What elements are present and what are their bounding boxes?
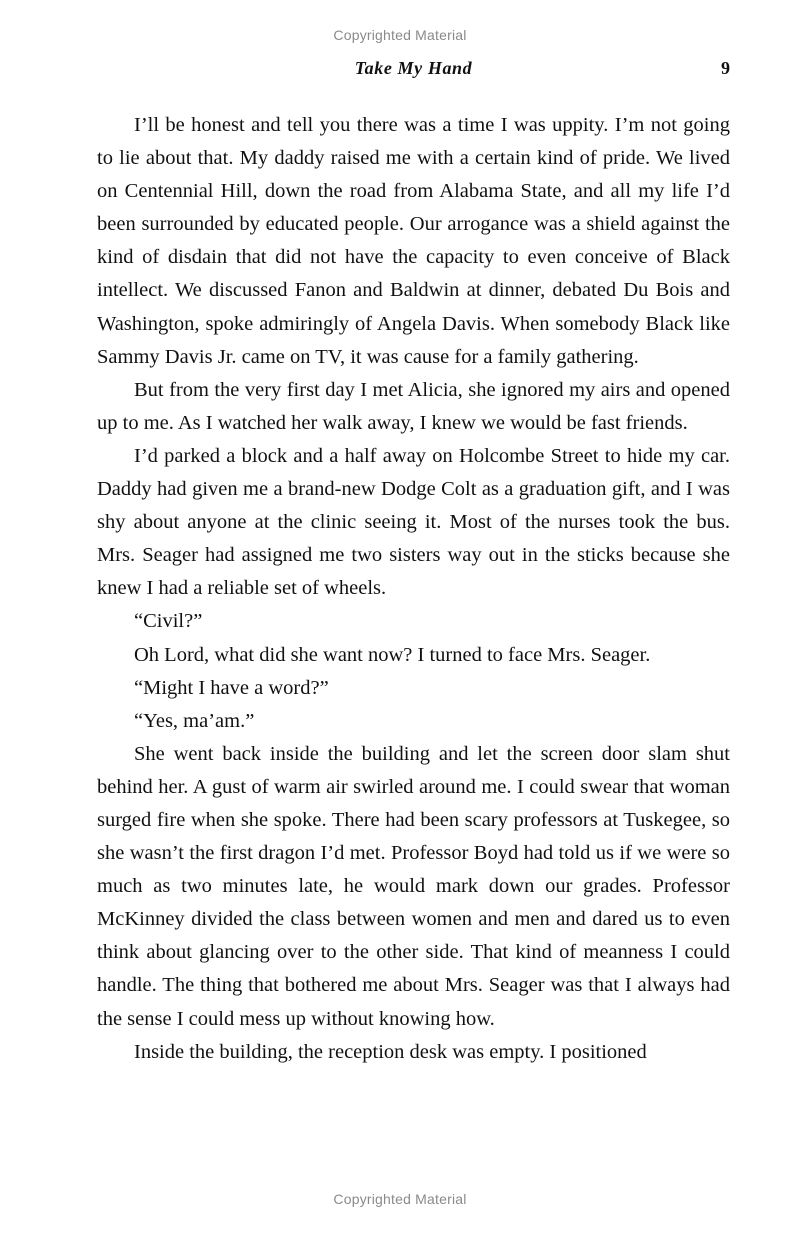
paragraph: “Might I have a word?” — [134, 676, 329, 699]
running-head — [97, 58, 730, 82]
page-number: 9 — [721, 58, 730, 78]
paragraph: Inside the building, the reception desk was empty. I positioned — [134, 1040, 647, 1063]
copyright-watermark-bottom: Copyrighted Material — [333, 1191, 467, 1207]
paragraph: Oh Lord, what did she want now? I turned to face Mrs. Seager. — [134, 643, 651, 666]
paragraph: I’ll be honest and tell you there was a time I was uppity. I’m not going to lie about that. My daddy raised me with a certain kind of pride. We lived on Centennial Hill, down the road from Alabama State, and all my life I’d been surrounded by educated people. Our arrogance was a shield against the kind of disdain that did not have the capacity to even conceive of Black intellect. We discussed Fanon and Baldwin at dinner, debated Du Bois and Washington, spoke admiringly of Angela Davis. When somebody Black like Sammy Davis Jr. came on TV, it was cause for a family gathering. — [97, 114, 730, 368]
paragraph: “Civil?” — [134, 610, 203, 633]
body-text — [97, 109, 730, 1069]
copyright-watermark-top: Copyrighted Material — [333, 27, 467, 43]
book-title: Take My Hand — [354, 58, 473, 78]
paragraph: “Yes, ma’am.” — [134, 709, 255, 732]
paragraph: But from the very first day I met Alicia, she ignored my airs and opened up to me. As I watched her walk away, I knew we would be fast friends. — [97, 378, 730, 434]
paragraph: She went back inside the building and let the screen door slam shut behind her. A gust of warm air swirled around me. I could swear that woman surged fire when she spoke. There had been scary professors at Tuskegee, so she wasn’t the first dragon I’d met. Professor Boyd had told us if we were so much as two minutes late, he would mark down our grades. Professor McKinney divided the class between women and men and dared us to even think about glancing over to the other side. That kind of meanness I could handle. The thing that bothered me about Mrs. Seager was that I always had the sense I could mess up without knowing how. — [97, 742, 730, 1030]
paragraph: I’d parked a block and a half away on Holcombe Street to hide my car. Daddy had given me a brand-new Dodge Colt as a graduation gift, and I was shy about anyone at the clinic seeing it. Most of the nurses took the bus. Mrs. Seager had assigned me two sisters way out in the sticks because she knew I had a reliable set of wheels. — [97, 444, 730, 600]
